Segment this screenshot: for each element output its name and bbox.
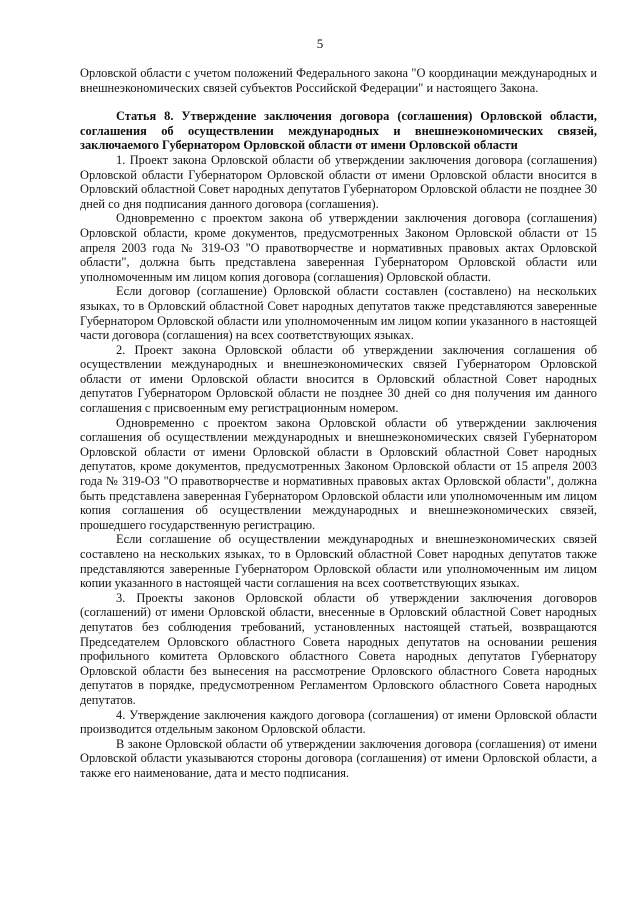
paragraph-9: В законе Орловской области об утверждении заключения договора (соглашения) от имени Орловской области указываются стороны договора (соглашения) от имени Орловской области, а также его наименование, дата и место подписания. [80, 736, 597, 780]
paragraph-7: 3. Проекты законов Орловской области об утверждении заключения договоров (соглашений) от имени Орловской области, внесенные в Орловский областной Совет народных депутатов без соблюдения требований, установленных настоящей статьей, возвращаются Председателем Орловского областного Совета народных депутатов на основании решения профильного комитета Орловского областного Совета народных депутатов Губернатору Орловской области без вынесения на рассмотрение Орловского областного Совета народных депутатов в порядке, предусмотренном Регламентом Орловского областного Совета народных депутатов. [80, 590, 597, 707]
paragraph-6: Если соглашение об осуществлении международных и внешнеэкономических связей составлено на нескольких языках, то в Орловский областной Совет народных депутатов также представляются заверенные Губернатором Орловской области или уполномоченным им лицом копии указанного в настоящей части соглашения на всех соответствующих языках. [80, 532, 597, 591]
document-body [80, 66, 597, 781]
paragraph-5: Одновременно с проектом закона Орловской области об утверждении заключения соглашения об осуществлении международных и внешнеэкономических связей Губернатором Орловской области от имени Орловской области в Орловский областной Совет народных депутатов, кроме документов, предусмотренных Законом Орловской области от 15 апреля 2003 года № 319-ОЗ "О правотворчестве и нормативных правовых актах Орловской области", должна быть представлена заверенная Губернатором Орловской области или уполномоченным им лицом копия соглашения об осуществлении международных и внешнеэкономических связей, прошедшего государственную регистрацию. [80, 415, 597, 532]
paragraph-1: 1. Проект закона Орловской области об утверждении заключения договора (соглашения) Орловской области Губернатором Орловской области от имени Орловской области вносится в Орловский областной Совет народных депутатов Губернатором Орловской области не позднее 30 дней со дня подписания данного договора (соглашения). [80, 152, 597, 211]
section-spacer [80, 95, 597, 109]
paragraph-4: 2. Проект закона Орловской области об утверждении заключения соглашения об осуществлении международных и внешнеэкономических связей Губернатором Орловской области от имени Орловской области вносится в Орловский областной Совет народных депутатов Губернатором Орловской области не позднее 30 дней со дня получения им данного соглашения с присвоенным ему регистрационным номером. [80, 342, 597, 416]
paragraph-8: 4. Утверждение заключения каждого договора (соглашения) от имени Орловской области производится отдельным законом Орловской области. [80, 707, 597, 737]
page-number: 5 [316, 36, 324, 51]
paragraph-2: Одновременно с проектом закона об утверждении заключения договора (соглашения) Орловской области, кроме документов, предусмотренных Законом Орловской области от 15 апреля 2003 года № 319-ОЗ "О правотворчестве и нормативных правовых актах Орловской области", должна быть представлена заверенная Губернатором Орловской области или уполномоченным им лицом копия договора (соглашения) Орловской области. [80, 211, 597, 284]
intro-paragraph: Орловской области с учетом положений Федерального закона "О координации международных и внешнеэкономических связей субъектов Российской Федерации" и настоящего Закона. [80, 66, 597, 95]
article-heading: Статья 8. Утверждение заключения договора (соглашения) Орловской области, соглашения об осуществлении международных и внешнеэкономических связей, заключаемого Губернатором Орловской области от имени Орловской области [80, 109, 597, 153]
paragraph-3: Если договор (соглашение) Орловской области составлен (составлено) на нескольких языках, то в Орловский областной Совет народных депутатов также представляются заверенные Губернатором Орловской области или уполномоченным им лицом копии указанного в настоящей части договора (соглашения) на всех соответствующих языках. [80, 284, 597, 343]
